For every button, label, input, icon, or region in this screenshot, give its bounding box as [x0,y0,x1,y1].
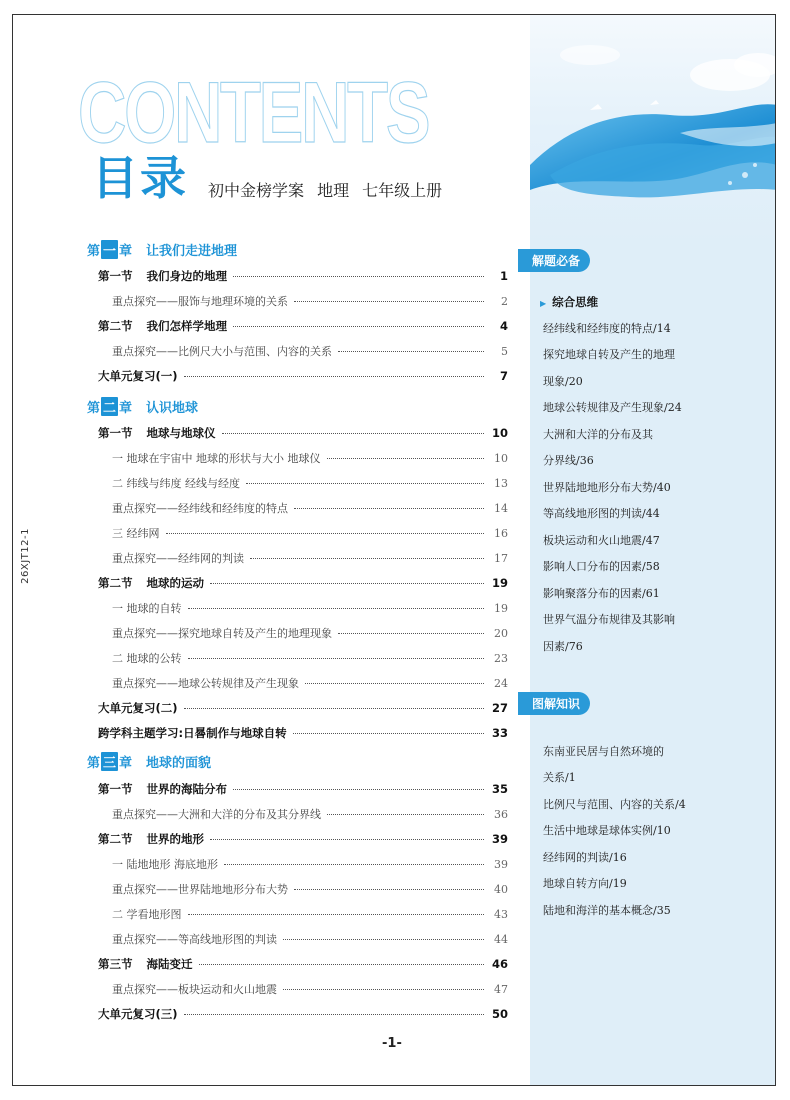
toc-entry-label: 大单元复习(三) [98,1007,178,1021]
toc-entry[interactable] [98,575,508,591]
toc-entry-label: 大单元复习(二) [98,701,178,715]
page-subtitle: 初中金榜学案 地理 七年级上册 [208,181,443,200]
toc-page-number: 14 [494,502,508,515]
chapter-heading[interactable] [87,397,198,416]
dot-leader [338,633,484,634]
sidebar-item[interactable]: 经纬网的判读/16 [543,851,627,864]
chapter-title: 地球的面貌 [146,756,212,771]
section-title: 海陆变迁 [146,957,193,971]
sidebar-subheading-label: 综合思维 [552,295,599,309]
dot-leader [188,914,485,915]
dot-leader [283,989,484,990]
toc-page-number: 44 [494,933,508,946]
dot-leader [293,733,484,734]
toc-entry[interactable] [112,343,508,359]
section-number: 第二节 [98,832,133,846]
dot-leader [283,939,484,940]
dot-leader [294,301,484,302]
toc-page-number: 1 [499,269,508,283]
toc-entry[interactable] [112,600,508,616]
section-number: 第二节 [98,319,133,333]
toc-entry[interactable] [98,956,508,972]
toc-page-number: 40 [494,883,508,896]
section-title: 我们怎样学地理 [146,319,227,333]
toc-entry[interactable] [112,500,508,516]
sidebar-item[interactable]: 因素/76 [543,640,583,653]
sea-illustration [530,15,776,245]
chapter-number-badge: 二 [101,397,118,416]
toc-entry-label: 重点探究——服饰与地理环境的关系 [112,295,288,308]
dot-leader [233,276,484,277]
section-title: 世界的地形 [146,832,204,846]
dot-leader [224,864,484,865]
toc-entry[interactable] [112,650,508,666]
chapter-heading[interactable] [87,240,237,259]
toc-entry-label: 重点探究——世界陆地地形分布大势 [112,883,288,896]
chapter-number-badge: 一 [101,240,118,259]
toc-entry[interactable] [112,931,508,947]
toc-entry[interactable] [98,318,508,334]
toc-page-number: 24 [494,677,508,690]
chapter-prefix: 第 [87,401,101,416]
toc-entry[interactable] [112,293,508,309]
section-title: 世界的海陆分布 [146,782,227,796]
toc-entry-label [98,956,193,972]
dot-leader [184,1014,484,1015]
toc-entry[interactable] [98,725,508,741]
toc-entry-label: 重点探究——探究地球自转及产生的地理现象 [112,627,332,640]
chapter-heading[interactable] [87,752,211,771]
sidebar-item[interactable]: 经纬线和经纬度的特点/14 [543,322,671,335]
toc-entry-label: 二 学看地形图 [112,908,182,921]
sidebar-item[interactable]: 陆地和海洋的基本概念/35 [543,904,671,917]
dot-leader [338,351,484,352]
toc-entry-label [98,781,227,797]
dot-leader [210,583,484,584]
toc-entry[interactable] [98,268,508,284]
sidebar-item[interactable]: 世界陆地地形分布大势/40 [543,481,671,494]
toc-entry-label: 重点探究——经纬线和经纬度的特点 [112,502,288,515]
dot-leader [294,508,484,509]
toc-page-number: 33 [491,726,508,740]
toc-page-number: 5 [501,345,508,358]
right-sidebar-panel [530,15,776,1086]
chapter-suffix: 章 [119,756,133,771]
toc-entry-label [98,575,204,591]
section-number: 第一节 [98,426,133,440]
toc-page-number: 35 [491,782,508,796]
toc-entry[interactable] [112,450,508,466]
toc-entry[interactable] [112,856,508,872]
toc-entry[interactable] [112,475,508,491]
chapter-prefix: 第 [87,756,101,771]
sidebar-item[interactable]: 东南亚民居与自然环境的 [543,745,664,758]
toc-page-number: 16 [494,527,508,540]
dot-leader [305,683,484,684]
sidebar-item[interactable]: 大洲和大洋的分布及其 [543,428,653,441]
sidebar-item[interactable]: 探究地球自转及产生的地理 [543,348,675,361]
dot-leader [188,658,485,659]
section-number: 第一节 [98,782,133,796]
toc-entry[interactable] [112,981,508,997]
toc-page-number: 36 [494,808,508,821]
toc-entry[interactable] [98,700,508,716]
toc-entry-label: 二 纬线与纬度 经线与经度 [112,477,240,490]
toc-page-number: 39 [491,832,508,846]
toc-entry[interactable] [112,675,508,691]
chapter-prefix: 第 [87,244,101,259]
toc-entry-label: 重点探究——比例尺大小与范围、内容的关系 [112,345,332,358]
toc-entry-label [98,425,216,441]
toc-page-number: 2 [501,295,508,308]
sidebar-item[interactable]: 生活中地球是球体实例/10 [543,824,671,837]
sidebar-item[interactable]: 现象/20 [543,375,583,388]
toc-entry-label [98,268,227,284]
toc-entry[interactable] [112,906,508,922]
toc-entry[interactable] [98,1006,508,1022]
dot-leader [246,483,484,484]
toc-entry-label: 一 地球在宇宙中 地球的形状与大小 地球仪 [112,452,321,465]
dot-leader [188,608,485,609]
triangle-icon: ▶ [540,299,547,308]
toc-page-number: 13 [494,477,508,490]
toc-entry-label: 跨学科主题学习:日晷制作与地球自转 [98,726,287,740]
toc-page-number: 19 [494,602,508,615]
sidebar-item[interactable]: 世界气温分布规律及其影响 [543,613,675,626]
chapter-suffix: 章 [119,401,133,416]
tag-illustrated-knowledge: 图解知识 [522,692,590,715]
chapter-suffix: 章 [119,244,133,259]
dot-leader [250,558,484,559]
toc-page-number: 20 [494,627,508,640]
toc-entry-label [98,318,227,334]
toc-entry[interactable] [112,881,508,897]
tag-solving-essentials: 解题必备 [522,249,590,272]
sidebar-item[interactable]: 地球自转方向/19 [543,877,627,890]
toc-page-number: 46 [491,957,508,971]
dot-leader [199,964,485,965]
toc-entry-label: 一 陆地地形 海底地形 [112,858,218,871]
chapter-title: 认识地球 [146,401,199,416]
sidebar-item[interactable]: 等高线地形图的判读/44 [543,507,660,520]
contents-watermark: CONTENTS [78,65,429,161]
section-number: 第三节 [98,957,133,971]
dot-leader [327,814,484,815]
chapter-title: 让我们走进地理 [146,244,238,259]
sidebar-item[interactable]: 分界线/36 [543,454,594,467]
toc-entry-label: 重点探究——经纬网的判读 [112,552,244,565]
toc-entry-label: 一 地球的自转 [112,602,182,615]
toc-page-number: 19 [491,576,508,590]
sidebar-item[interactable]: 地球公转规律及产生现象/24 [543,401,682,414]
toc-page-number: 7 [499,369,508,383]
section-title: 地球的运动 [146,576,204,590]
sidebar-item[interactable]: 影响聚落分布的因素/61 [543,587,660,600]
section-number: 第二节 [98,576,133,590]
toc-entry-label: 重点探究——大洲和大洋的分布及其分界线 [112,808,321,821]
dot-leader [166,533,485,534]
section-title: 我们身边的地理 [146,269,227,283]
toc-page-number: 23 [494,652,508,665]
toc-entry[interactable] [112,525,508,541]
toc-page-number: 50 [491,1007,508,1021]
toc-page-number: 27 [491,701,508,715]
sidebar-item[interactable]: 比例尺与范围、内容的关系/4 [543,798,686,811]
dot-leader [210,839,484,840]
sidebar-item[interactable]: 关系/1 [543,771,576,784]
dot-leader [294,889,484,890]
toc-page-number: 4 [499,319,508,333]
toc-entry-label: 重点探究——地球公转规律及产生现象 [112,677,299,690]
toc-page-number: 39 [494,858,508,871]
sidebar-item[interactable]: 影响人口分布的因素/58 [543,560,660,573]
toc-entry[interactable] [98,368,508,384]
toc-entry[interactable] [112,550,508,566]
chapter-number-badge: 三 [101,752,118,771]
toc-page-number: 47 [494,983,508,996]
dot-leader [233,789,484,790]
toc-page-number: 10 [494,452,508,465]
dot-leader [184,708,484,709]
page-number: -1- [382,1036,402,1051]
toc-entry-label: 三 经纬网 [112,527,160,540]
side-code: 26XJT12-1 [20,528,31,584]
sidebar-subheading [540,294,598,310]
toc-entry-label: 大单元复习(一) [98,369,178,383]
dot-leader [233,326,484,327]
page-title: 目录 [92,151,188,205]
toc-page-number: 43 [494,908,508,921]
sidebar-item[interactable]: 板块运动和火山地震/47 [543,534,660,547]
toc-entry[interactable] [98,831,508,847]
toc-page-number: 10 [491,426,508,440]
toc-entry-label: 重点探究——等高线地形图的判读 [112,933,277,946]
toc-entry-label: 重点探究——板块运动和火山地震 [112,983,277,996]
toc-entry[interactable] [98,781,508,797]
dot-leader [327,458,485,459]
dot-leader [184,376,484,377]
toc-entry-label [98,831,204,847]
toc-entry-label: 二 地球的公转 [112,652,182,665]
toc-entry[interactable] [98,425,508,441]
toc-page-number: 17 [494,552,508,565]
dot-leader [222,433,485,434]
toc-entry[interactable] [112,625,508,641]
section-number: 第一节 [98,269,133,283]
toc-entry[interactable] [112,806,508,822]
section-title: 地球与地球仪 [146,426,216,440]
